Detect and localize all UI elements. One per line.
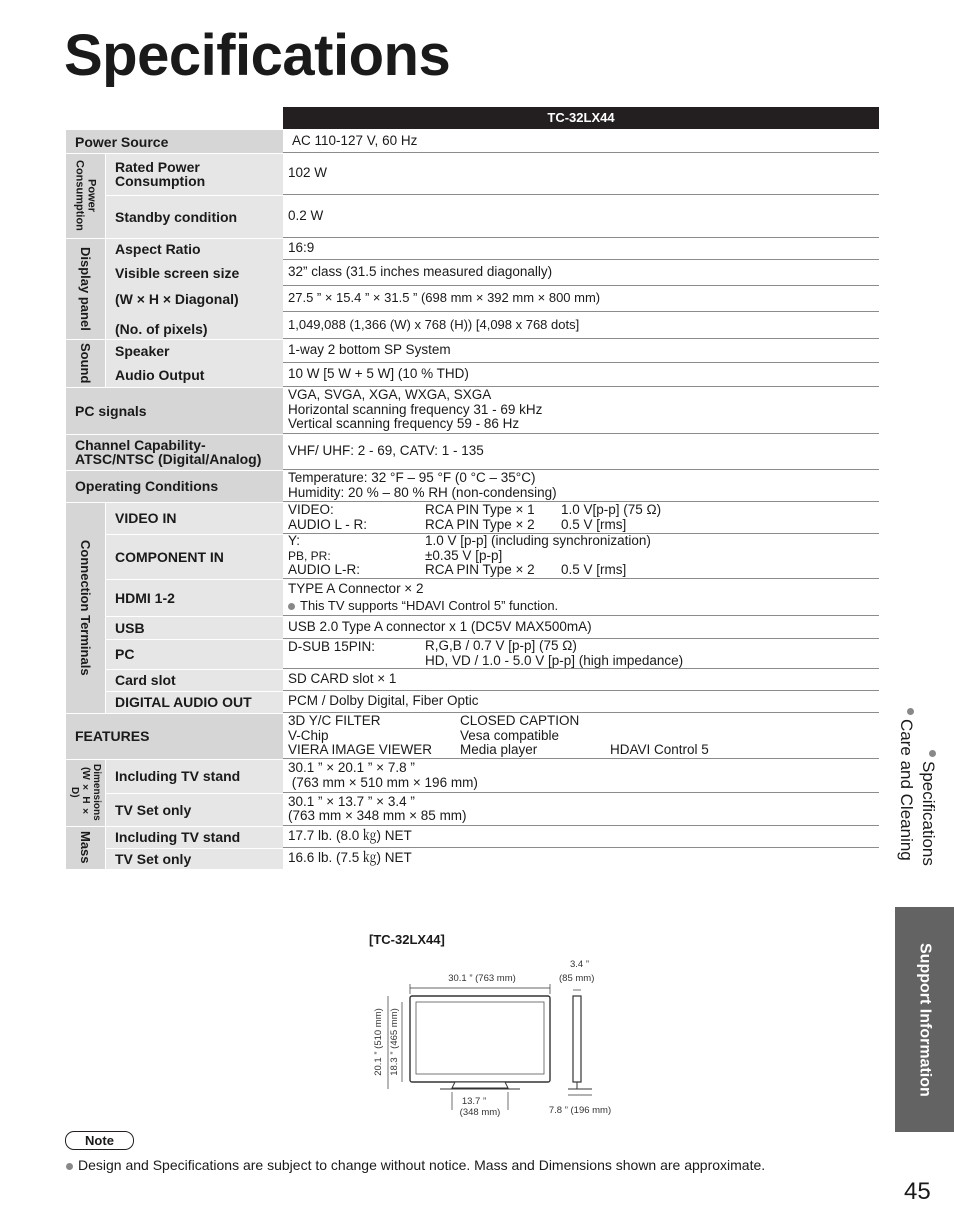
power-source-value: AC 110-127 V, 60 Hz (283, 130, 879, 153)
mass-only-label: TV Set only (106, 848, 283, 869)
power-consumption-group (66, 153, 106, 238)
features-row-3 (288, 743, 874, 758)
mass-incl-value: 17.7 lb. (8.0 ㎏) NET (283, 826, 879, 848)
pixels-value: 1,049,088 (1,366 (W) x 768 (H)) [4,098 x 768 dots] (283, 312, 879, 339)
pc-label: PC (106, 639, 283, 669)
standby-value: 0.2 W (283, 195, 879, 238)
operating-value (283, 470, 879, 502)
audio-lr-key: AUDIO L - R: (288, 516, 368, 532)
dim-incl-line2: (763 mm × 510 mm × 196 mm) (288, 774, 478, 790)
features-label: FEATURES (66, 713, 283, 759)
power-source-label: Power Source (66, 130, 283, 153)
features-value (283, 713, 879, 759)
whd-value: 27.5 ” × 15.4 ” × 31.5 ” (698 mm × 392 mm × 800 mm) (283, 286, 879, 312)
tv-dimension-diagram (360, 950, 630, 1130)
features-row-1 (288, 714, 874, 729)
component-row-2 (288, 549, 502, 564)
pc-line1: R,G,B / 0.7 V [p-p] (75 Ω) (425, 638, 577, 653)
display-panel-group-label: Display panel (78, 246, 93, 331)
dim-only-line2: (763 mm × 348 mm × 85 mm) (288, 808, 467, 823)
note-badge: Note (65, 1131, 134, 1150)
speaker-value: 1-way 2 bottom SP System (283, 339, 879, 363)
operating-line2: Humidity: 20 % – 80 % RH (non-condensing) (288, 484, 557, 500)
feature-item: V-Chip (288, 727, 329, 743)
side-tab-label: Support Information (916, 942, 934, 1097)
card-slot-label: Card slot (106, 669, 283, 691)
hdmi-line2: This TV supports “HDAVI Control 5” function. (300, 598, 559, 613)
tv-outline-drawing (360, 950, 630, 1125)
feature-item: CLOSED CAPTION (460, 713, 580, 728)
hdmi-line2-row (288, 597, 558, 614)
pc-key: D-SUB 15PIN: (288, 639, 376, 654)
usb-label: USB (106, 616, 283, 639)
digital-audio-label: DIGITAL AUDIO OUT (106, 691, 283, 713)
support-information-tab (895, 907, 954, 1132)
video-in-type: RCA PIN Type × 1 (425, 502, 535, 517)
video-in-row-2 (288, 518, 626, 533)
usb-value: USB 2.0 Type A connector x 1 (DC5V MAX500mA) (283, 616, 879, 639)
pc-details (425, 639, 683, 668)
page-number: 45 (904, 1178, 931, 1205)
standby-label: Standby condition (106, 195, 283, 238)
channel-label (66, 434, 283, 470)
dimensions-group (66, 759, 106, 826)
connection-group (66, 502, 106, 713)
dim-incl-label: Including TV stand (106, 759, 283, 793)
stand-width-line1: 13.7 ” (461, 1096, 487, 1107)
feature-item: Media player (460, 742, 538, 757)
height-total-label: 20.1 ” (510 mm) (373, 1008, 384, 1076)
stand-depth-label: 7.8 ” (196 mm) (548, 1105, 612, 1116)
video-in-label: VIDEO IN (106, 502, 283, 534)
speaker-label: Speaker (106, 339, 283, 363)
dim-only-label: TV Set only (106, 793, 283, 826)
mass-incl-label: Including TV stand (106, 826, 283, 848)
aspect-ratio-value: 16:9 (283, 238, 879, 260)
depth-line1: 3.4 ” (570, 959, 590, 970)
bullet-icon (929, 750, 936, 757)
dimensions-group-label: Dimensions (W × H × D) (69, 764, 102, 821)
visible-screen-value: 32” class (31.5 inches measured diagonally) (283, 260, 879, 286)
feature-item: 3D Y/C FILTER (288, 713, 381, 728)
display-panel-group (66, 238, 106, 339)
mass-only-value: 16.6 lb. (7.5 ㎏) NET (283, 848, 879, 869)
operating-line1: Temperature: 32 °F – 95 °F (0 °C – 35°C) (288, 470, 536, 485)
sound-group (66, 339, 106, 387)
side-topic-care-label: Care and Cleaning (897, 719, 916, 861)
component-in-label: COMPONENT IN (106, 534, 283, 579)
mass-group (66, 826, 106, 869)
dim-only-line1: 30.1 ” × 13.7 ” × 3.4 ” (288, 793, 415, 809)
bullet-icon (288, 603, 295, 610)
bullet-icon (907, 708, 914, 715)
model-header: TC-32LX44 (283, 107, 879, 129)
operating-label: Operating Conditions (66, 470, 283, 502)
component-row-3 (288, 563, 626, 578)
page-title: Specifications (64, 23, 451, 88)
visible-screen-label: Visible screen size (106, 260, 283, 286)
hdmi-line1: TYPE A Connector × 2 (288, 581, 424, 596)
height-screen-label: 18.3 ” (465 mm) (389, 1008, 400, 1076)
side-topics (893, 708, 941, 898)
hdmi-label: HDMI 1-2 (106, 579, 283, 616)
side-topic-specs (917, 708, 939, 898)
pixels-label: (No. of pixels) (106, 312, 283, 339)
component-row-1 (288, 534, 651, 549)
pc-signals-value (283, 387, 879, 434)
depth-line2: (85 mm) (559, 973, 595, 984)
digital-audio-value: PCM / Dolby Digital, Fiber Optic (283, 691, 879, 713)
pc-line2: HD, VD / 1.0 - 5.0 V [p-p] (high impedance) (425, 652, 684, 668)
pc-signals-line3: Vertical scanning frequency 59 - 86 Hz (288, 416, 520, 432)
video-in-value (283, 502, 879, 534)
channel-label-line2: ATSC/NTSC (Digital/Analog) (75, 451, 262, 467)
component-audio-key: AUDIO L-R: (288, 562, 361, 578)
feature-item: VIERA IMAGE VIEWER (288, 742, 433, 757)
video-in-row-1 (288, 503, 661, 518)
component-pbpr-value: ±0.35 V [p-p] (425, 547, 503, 563)
audio-output-value: 10 W [5 W + 5 W] (10 % THD) (283, 363, 879, 387)
component-in-value (283, 534, 879, 579)
features-row-2 (288, 729, 874, 744)
video-in-key: VIDEO: (288, 502, 334, 517)
component-pbpr-key: PB, PR: (288, 548, 331, 563)
side-topic-care (895, 708, 917, 898)
stand-width-line2: (348 mm) (459, 1107, 501, 1118)
diagram-title: [TC-32LX44] (369, 932, 445, 947)
connection-group-label: Connection Terminals (78, 539, 93, 676)
whd-label: (W × H × Diagonal) (106, 286, 283, 312)
dim-incl-value (283, 759, 879, 793)
bullet-icon (66, 1163, 73, 1170)
rated-power-label: Rated Power Consumption (106, 153, 283, 195)
component-y-key: Y: (288, 533, 301, 549)
pc-value (283, 639, 879, 669)
dim-incl-line1: 30.1 ” × 20.1 ” × 7.8 ” (288, 760, 415, 775)
component-audio-level: 0.5 V [rms] (561, 562, 627, 578)
width-label: 30.1 ” (763 mm) (448, 973, 516, 984)
channel-label-line1: Channel Capability- (75, 437, 206, 453)
note-text: Design and Specifications are subject to change without notice. Mass and Dimensions shown are approximate. (78, 1157, 766, 1173)
pc-signals-line2: Horizontal scanning frequency 31 - 69 kHz (288, 401, 543, 417)
card-slot-value: SD CARD slot × 1 (283, 669, 879, 691)
power-consumption-group-label: Power Consumption (73, 160, 98, 231)
dim-only-value (283, 793, 879, 826)
pc-signals-line1: VGA, SVGA, XGA, WXGA, SXGA (288, 387, 492, 403)
component-audio-type: RCA PIN Type × 2 (425, 562, 535, 578)
aspect-ratio-label: Aspect Ratio (106, 238, 283, 260)
component-y-value: 1.0 V [p-p] (including synchronization) (425, 533, 651, 549)
hdmi-value (283, 579, 879, 616)
audio-output-label: Audio Output (106, 363, 283, 387)
sound-group-label: Sound (78, 342, 93, 384)
feature-item: Vesa compatible (460, 727, 560, 743)
video-in-level: 1.0 V[p-p] (75 Ω) (561, 502, 662, 517)
pc-signals-label: PC signals (66, 387, 283, 434)
audio-lr-type: RCA PIN Type × 2 (425, 516, 535, 532)
mass-group-label: Mass (78, 831, 93, 864)
audio-lr-level: 0.5 V [rms] (561, 516, 627, 532)
side-topic-specs-label: Specifications (919, 761, 938, 866)
rated-power-value: 102 W (283, 153, 879, 195)
feature-item: HDAVI Control 5 (610, 742, 709, 757)
note-text-row (66, 1157, 765, 1173)
channel-value: VHF/ UHF: 2 - 69, CATV: 1 - 135 (283, 434, 879, 470)
